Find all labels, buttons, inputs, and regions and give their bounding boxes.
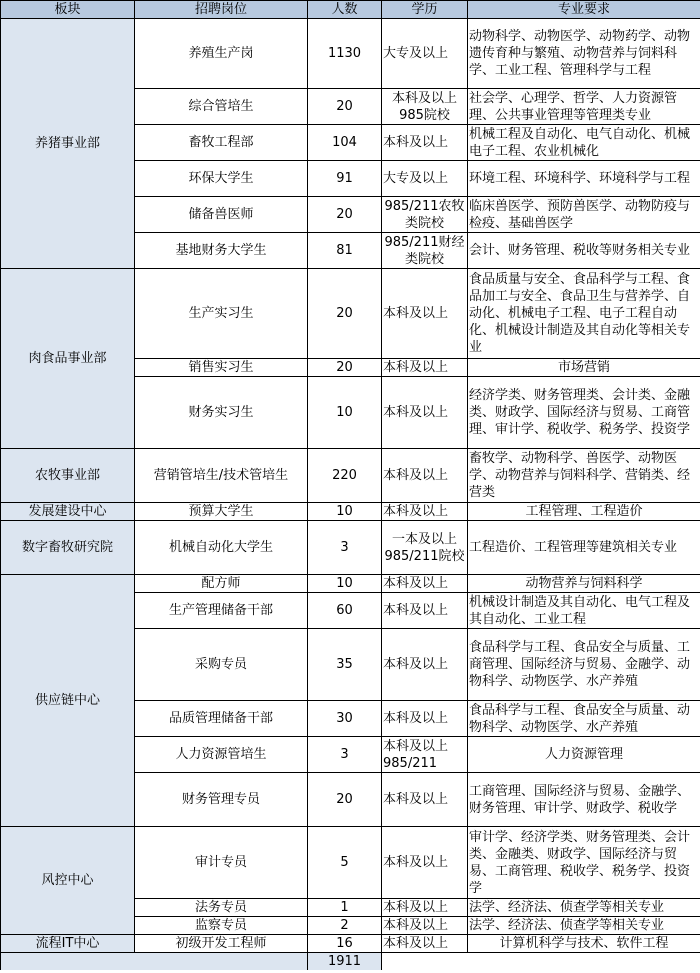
header-row (1, 1, 700, 19)
education-cell: 本科及以上 (382, 269, 468, 359)
education-cell: 本科及以上 (382, 917, 468, 935)
total-empty-cell (468, 953, 700, 971)
education-cell: 本科及以上 (382, 503, 468, 521)
count-cell: 2 (308, 917, 382, 935)
position-cell: 财务管理专员 (135, 773, 308, 827)
count-cell: 30 (308, 701, 382, 737)
count-cell: 81 (308, 233, 382, 269)
education-cell: 本科及以上 (382, 125, 468, 161)
count-cell: 10 (308, 503, 382, 521)
count-cell: 16 (308, 935, 382, 953)
count-cell: 3 (308, 521, 382, 575)
header-major: 专业要求 (468, 1, 700, 19)
header-count: 人数 (308, 1, 382, 19)
table-row (1, 521, 700, 575)
major-cell: 法学、经济法、侦查学等相关专业 (468, 917, 700, 935)
count-cell: 5 (308, 827, 382, 899)
education-cell: 本科及以上 (382, 449, 468, 503)
position-cell: 初级开发工程师 (135, 935, 308, 953)
major-cell: 市场营销 (468, 359, 700, 377)
dept-cell: 数字畜牧研究院 (1, 521, 135, 575)
major-cell: 临床兽医学、预防兽医学、动物防疫与检疫、基础兽医学 (468, 197, 700, 233)
major-cell: 食品科学与工程、食品安全与质量、工商管理、国际经济与贸易、金融学、动物科学、动物医学、水产养殖 (468, 629, 700, 701)
total-empty-cell (382, 953, 468, 971)
major-cell: 畜牧学、动物科学、兽医学、动物医学、动物营养与饲料科学、营销类、经营类 (468, 449, 700, 503)
position-cell: 生产实习生 (135, 269, 308, 359)
count-cell: 104 (308, 125, 382, 161)
major-cell: 动物营养与饲料科学 (468, 575, 700, 593)
position-cell: 养殖生产岗 (135, 19, 308, 89)
education-cell: 本科及以上 (382, 593, 468, 629)
count-cell: 3 (308, 737, 382, 773)
education-cell: 本科及以上 (382, 377, 468, 449)
count-cell: 10 (308, 377, 382, 449)
dept-cell: 风控中心 (1, 827, 135, 935)
education-cell: 大专及以上 (382, 19, 468, 89)
education-cell: 本科及以上 (382, 629, 468, 701)
count-cell: 220 (308, 449, 382, 503)
major-cell: 人力资源管理 (468, 737, 700, 773)
count-cell: 20 (308, 89, 382, 125)
count-cell: 20 (308, 773, 382, 827)
count-cell: 20 (308, 269, 382, 359)
major-cell: 食品质量与安全、食品科学与工程、食品加工与安全、食品卫生与营养学、自动化、机械电子工程、电子工程自动化、机械设计制造及其自动化等相关专业 (468, 269, 700, 359)
position-cell: 人力资源管培生 (135, 737, 308, 773)
table-row (1, 827, 700, 899)
major-cell: 工程造价、工程管理等建筑相关专业 (468, 521, 700, 575)
total-count-cell: 1911 (308, 953, 382, 971)
position-cell: 机械自动化大学生 (135, 521, 308, 575)
major-cell: 环境工程、环境科学、环境科学与工程 (468, 161, 700, 197)
major-cell: 计算机科学与技术、软件工程 (468, 935, 700, 953)
major-cell: 法学、经济法、侦查学等相关专业 (468, 899, 700, 917)
table-row (1, 575, 700, 593)
major-cell: 机械工程及自动化、电气自动化、机械电子工程、农业机械化 (468, 125, 700, 161)
count-cell: 1130 (308, 19, 382, 89)
position-cell: 配方师 (135, 575, 308, 593)
major-cell: 审计学、经济学类、财务管理类、会计类、金融类、财政学、国际经济与贸易、工商管理、税收学、税务学、投资学 (468, 827, 700, 899)
education-cell: 大专及以上 (382, 161, 468, 197)
position-cell: 监察专员 (135, 917, 308, 935)
position-cell: 财务实习生 (135, 377, 308, 449)
education-cell: 本科及以上 (382, 935, 468, 953)
dept-cell: 流程IT中心 (1, 935, 135, 953)
education-cell: 本科及以上 (382, 827, 468, 899)
table-row (1, 935, 700, 953)
major-cell: 工商管理、国际经济与贸易、金融学、财务管理、审计学、财政学、税收学 (468, 773, 700, 827)
education-cell: 本科及以上 (382, 773, 468, 827)
count-cell: 20 (308, 359, 382, 377)
table-row (1, 269, 700, 359)
position-cell: 预算大学生 (135, 503, 308, 521)
dept-cell: 发展建设中心 (1, 503, 135, 521)
position-cell: 储备兽医师 (135, 197, 308, 233)
position-cell: 综合管培生 (135, 89, 308, 125)
position-cell: 畜牧工程部 (135, 125, 308, 161)
count-cell: 20 (308, 197, 382, 233)
education-cell: 985/211财经类院校 (382, 233, 468, 269)
total-row (1, 953, 700, 971)
position-cell: 法务专员 (135, 899, 308, 917)
table-row (1, 503, 700, 521)
count-cell: 35 (308, 629, 382, 701)
dept-cell: 肉食品事业部 (1, 269, 135, 449)
count-cell: 91 (308, 161, 382, 197)
education-cell: 本科及以上 (382, 359, 468, 377)
major-cell: 食品科学与工程、食品安全与质量、动物科学、动物医学、水产养殖 (468, 701, 700, 737)
education-cell: 本科及以上985/211 (382, 737, 468, 773)
header-dept: 板块 (1, 1, 135, 19)
major-cell: 会计、财务管理、税收等财务相关专业 (468, 233, 700, 269)
major-cell: 社会学、心理学、哲学、人力资源管理、公共事业管理等管理类专业 (468, 89, 700, 125)
education-cell: 本科及以上 (382, 701, 468, 737)
education-cell: 本科及以上 (382, 899, 468, 917)
position-cell: 环保大学生 (135, 161, 308, 197)
count-cell: 1 (308, 899, 382, 917)
header-position: 招聘岗位 (135, 1, 308, 19)
position-cell: 营销管培生/技术管培生 (135, 449, 308, 503)
dept-cell: 供应链中心 (1, 575, 135, 827)
dept-cell: 养猪事业部 (1, 19, 135, 269)
count-cell: 10 (308, 575, 382, 593)
position-cell: 基地财务大学生 (135, 233, 308, 269)
count-cell: 60 (308, 593, 382, 629)
position-cell: 采购专员 (135, 629, 308, 701)
education-cell: 985/211农牧类院校 (382, 197, 468, 233)
table-row (1, 449, 700, 503)
education-cell: 本科及以上985院校 (382, 89, 468, 125)
header-education: 学历 (382, 1, 468, 19)
education-cell: 本科及以上 (382, 575, 468, 593)
major-cell: 机械设计制造及其自动化、电气工程及其自动化、工业工程 (468, 593, 700, 629)
major-cell: 动物科学、动物医学、动物药学、动物遗传育种与繁殖、动物营养与饲料科学、工业工程、管理科学与工程 (468, 19, 700, 89)
major-cell: 工程管理、工程造价 (468, 503, 700, 521)
position-cell: 品质管理储备干部 (135, 701, 308, 737)
table-row (1, 19, 700, 89)
total-label-cell (1, 953, 308, 971)
dept-cell: 农牧事业部 (1, 449, 135, 503)
education-cell: 一本及以上985/211院校 (382, 521, 468, 575)
major-cell: 经济学类、财务管理类、会计类、金融类、财政学、国际经济与贸易、工商管理、审计学、税收学、税务学、投资学 (468, 377, 700, 449)
position-cell: 审计专员 (135, 827, 308, 899)
position-cell: 生产管理储备干部 (135, 593, 308, 629)
position-cell: 销售实习生 (135, 359, 308, 377)
